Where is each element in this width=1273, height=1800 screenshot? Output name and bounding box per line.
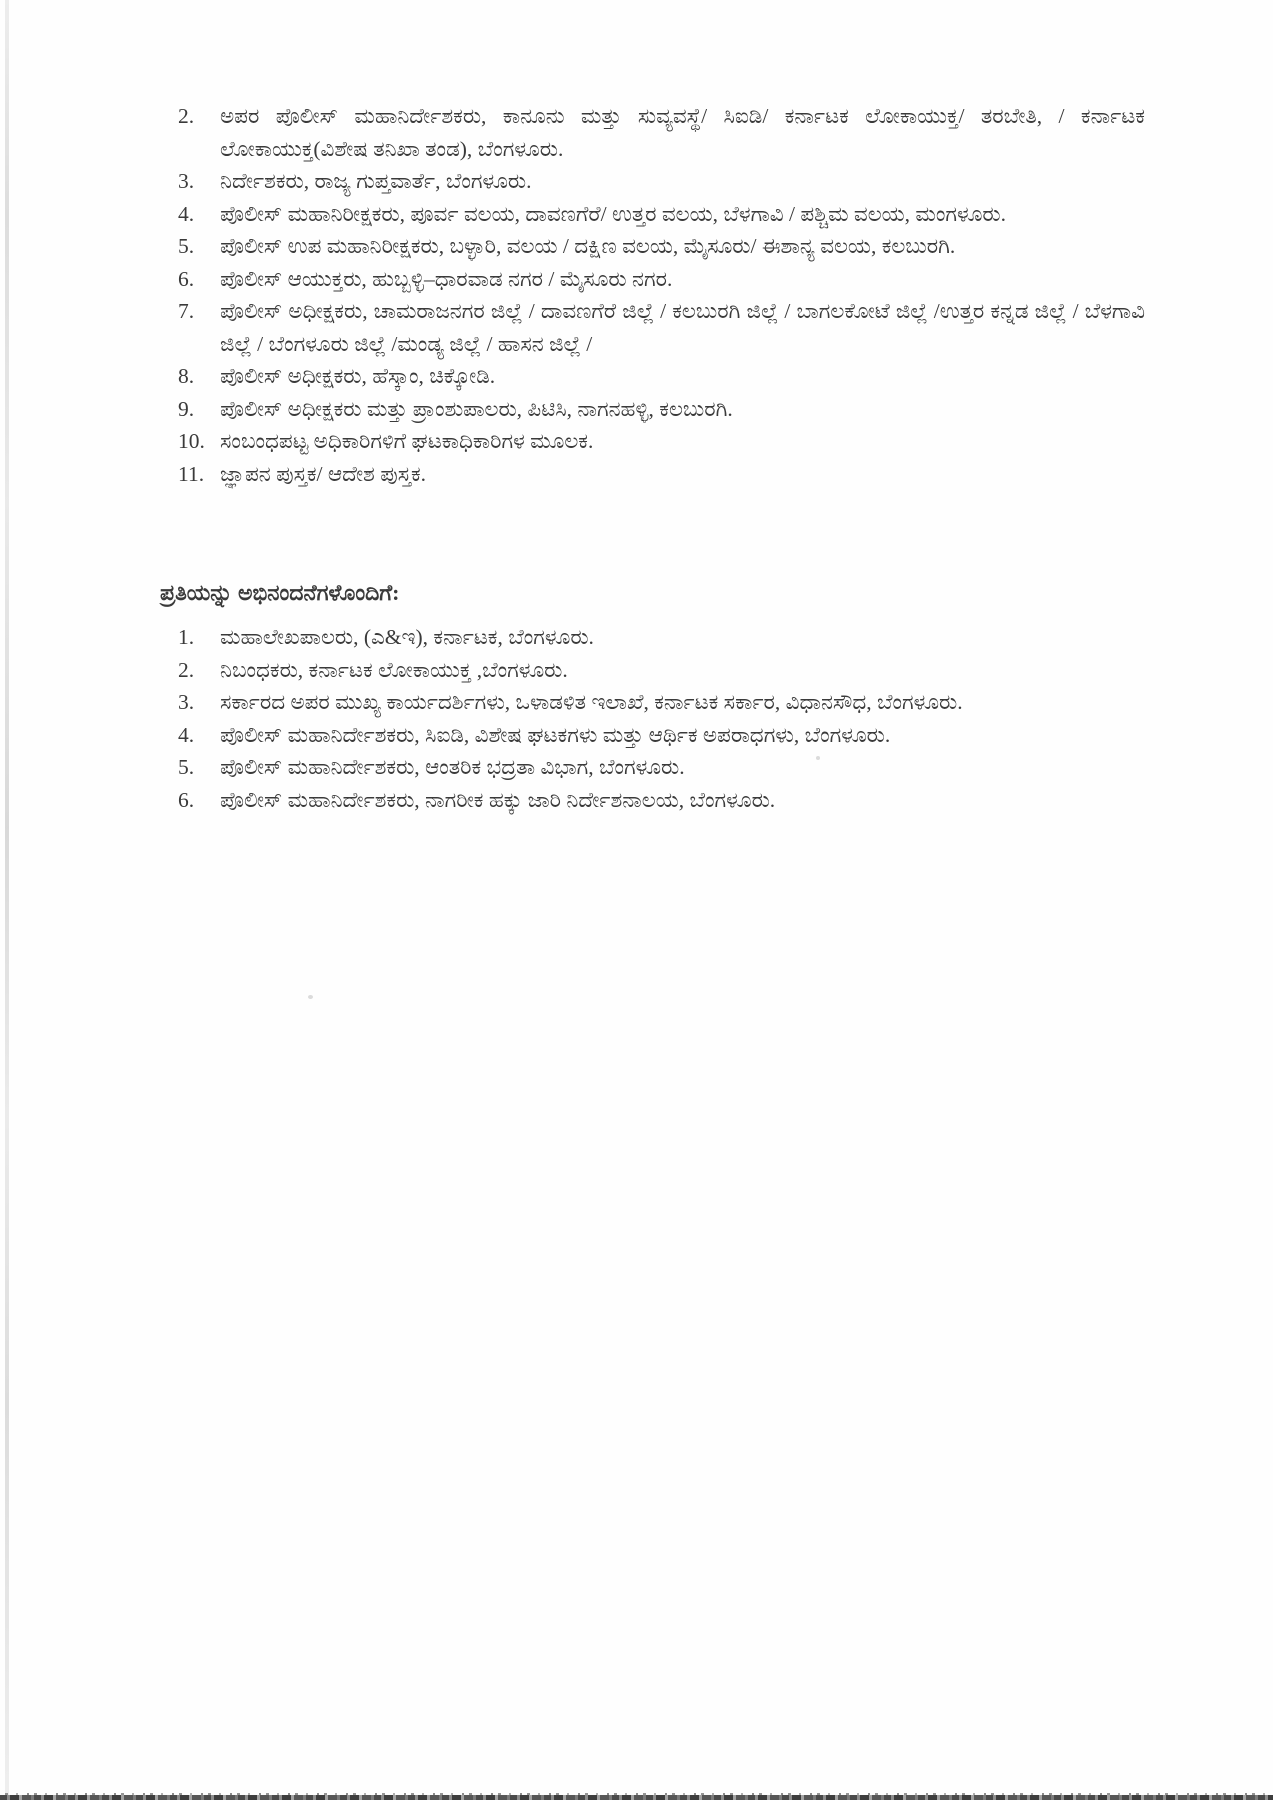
item-number: 5. — [178, 755, 195, 779]
item-text: ಮಹಾಲೇಖಪಾಲರು, (ಎ&ಇ), ಕರ್ನಾಟಕ, ಬೆಂಗಳೂರು. — [220, 625, 594, 649]
list-item — [178, 425, 1145, 458]
item-text: ಪೊಲೀಸ್ ಮಹಾನಿರ್ದೇಶಕರು, ನಾಗರೀಕ ಹಕ್ಕು ಜಾರಿ ನಿರ್ದೇಶನಾಲಯ, ಬೆಂಗಳೂರು. — [220, 787, 776, 812]
list-item — [178, 198, 1145, 231]
item-text: ಪೊಲೀಸ್ ಆಯುಕ್ತರು, ಹುಬ್ಬಳ್ಳಿ–ಧಾರವಾಡ ನಗರ / ಮೈಸೂರು ನಗರ. — [220, 266, 673, 291]
item-text: ಜ್ಞಾಪನ ಪುಸ್ತಕ/ ಆದೇಶ ಪುಸ್ತಕ. — [220, 461, 426, 486]
scan-edge-artifact-left — [5, 0, 9, 1800]
item-number: 8. — [178, 364, 195, 388]
scan-speck — [308, 995, 313, 999]
item-number: 10. — [178, 429, 205, 453]
item-number: 4. — [178, 722, 195, 747]
item-number: 1. — [178, 625, 195, 649]
list-item — [178, 100, 1145, 165]
list-item — [178, 165, 1145, 198]
list-item — [178, 230, 1145, 263]
item-text: ಸರ್ಕಾರದ ಅಪರ ಮುಖ್ಯ ಕಾರ್ಯದರ್ಶಿಗಳು, ಒಳಾಡಳಿತ ಇಲಾಖೆ, ಕರ್ನಾಟಕ ಸರ್ಕಾರ, ವಿಧಾನಸೌಧ, ಬೆಂಗಳೂರು. — [220, 690, 963, 714]
list-item — [178, 458, 1145, 491]
item-number: 3. — [178, 169, 195, 193]
item-number: 5. — [178, 234, 195, 258]
item-number: 6. — [178, 266, 195, 291]
list-item — [178, 686, 1145, 719]
list-item — [178, 263, 1145, 296]
cc-list — [178, 621, 1145, 816]
item-number: 11. — [178, 461, 205, 486]
list-item — [178, 751, 1145, 784]
item-number: 7. — [178, 299, 195, 323]
list-item — [178, 393, 1145, 426]
item-number: 4. — [178, 201, 195, 226]
item-number: 2. — [178, 104, 195, 128]
list-item — [178, 295, 1145, 360]
item-text: ಪೊಲೀಸ್ ಮಹಾನಿರೀಕ್ಷಕರು, ಪೂರ್ವ ವಲಯ, ದಾವಣಗೆರೆ/ ಉತ್ತರ ವಲಯ, ಬೆಳಗಾವಿ / ಪಶ್ಚಿಮ ವಲಯ, ಮಂಗಳೂರು. — [220, 201, 1006, 226]
item-text: ಪೊಲೀಸ್ ಉಪ ಮಹಾನಿರೀಕ್ಷಕರು, ಬಳ್ಳಾರಿ, ವಲಯ / ದಕ್ಷಿಣ ವಲಯ, ಮೈಸೂರು/ ಈಶಾನ್ಯ ವಲಯ, ಕಲಬುರಗಿ. — [220, 234, 956, 258]
item-text: ಪೊಲೀಸ್ ಅಧೀಕ್ಷಕರು ಮತ್ತು ಪ್ರಾಂಶುಪಾಲರು, ಪಿಟಿಸಿ, ನಾಗನಹಳ್ಳಿ, ಕಲಬುರಗಿ. — [220, 396, 733, 421]
item-number: 3. — [178, 690, 195, 714]
scan-speck — [816, 756, 820, 760]
list-item — [178, 784, 1145, 817]
item-text: ಪೊಲೀಸ್ ಅಧೀಕ್ಷಕರು, ಹೆಸ್ಕಾಂ, ಚಿಕ್ಕೋಡಿ. — [220, 364, 496, 388]
list-item — [178, 654, 1145, 687]
cc-section-heading: ಪ್ರತಿಯನ್ನು ಅಭಿನಂದನೆಗಳೊಂದಿಗೆ: — [160, 580, 400, 605]
item-number: 9. — [178, 396, 195, 421]
item-number: 2. — [178, 657, 195, 682]
item-text: ನಿಬಂಧಕರು, ಕರ್ನಾಟಕ ಲೋಕಾಯುಕ್ತ ,ಬೆಂಗಳೂರು. — [220, 657, 568, 682]
distribution-list — [178, 100, 1145, 490]
item-text: ಪೊಲೀಸ್ ಮಹಾನಿರ್ದೇಶಕರು, ಆಂತರಿಕ ಭದ್ರತಾ ವಿಭಾಗ, ಬೆಂಗಳೂರು. — [220, 755, 685, 779]
list-item — [178, 719, 1145, 752]
scan-edge-artifact-bottom — [0, 1795, 1273, 1800]
item-text: ನಿರ್ದೇಶಕರು, ರಾಜ್ಯ ಗುಪ್ತವಾರ್ತೆ, ಬೆಂಗಳೂರು. — [220, 169, 532, 193]
list-item — [178, 621, 1145, 654]
item-text: ಸಂಬಂಧಪಟ್ಟ ಅಧಿಕಾರಿಗಳಿಗೆ ಘಟಕಾಧಿಕಾರಿಗಳ ಮೂಲಕ. — [220, 429, 594, 453]
item-text: ಪೊಲೀಸ್ ಮಹಾನಿರ್ದೇಶಕರು, ಸಿಐಡಿ, ವಿಶೇಷ ಘಟಕಗಳು ಮತ್ತು ಆರ್ಥಿಕ ಅಪರಾಧಗಳು, ಬೆಂಗಳೂರು. — [220, 722, 891, 747]
list-item — [178, 360, 1145, 393]
item-text: ಅಪರ ಪೊಲೀಸ್ ಮಹಾನಿರ್ದೇಶಕರು, ಕಾನೂನು ಮತ್ತು ಸುವ್ಯವಸ್ಥೆ/ ಸಿಐಡಿ/ ಕರ್ನಾಟಕ ಲೋಕಾಯುಕ್ತ/ ತರಬೇತಿ, / ಕರ್ನಾಟಕ ಲೋಕಾಯುಕ್ತ(ವಿಶೇಷ ತನಿಖಾ ತಂಡ), ಬೆಂಗಳೂರು. — [220, 104, 1145, 161]
item-number: 6. — [178, 787, 195, 812]
item-text: ಪೊಲೀಸ್ ಅಧೀಕ್ಷಕರು, ಚಾಮರಾಜನಗರ ಜಿಲ್ಲೆ / ದಾವಣಗೆರೆ ಜಿಲ್ಲೆ / ಕಲಬುರಗಿ ಜಿಲ್ಲೆ / ಬಾಗಲಕೋಟೆ ಜಿಲ್ಲೆ /ಉತ್ತರ ಕನ್ನಡ ಜಿಲ್ಲೆ / ಬೆಳಗಾವಿ ಜಿಲ್ಲೆ / ಬೆಂಗಳೂರು ಜಿಲ್ಲೆ /ಮಂಡ್ಯ ಜಿಲ್ಲೆ / ಹಾಸನ ಜಿಲ್ಲೆ / — [220, 299, 1145, 356]
